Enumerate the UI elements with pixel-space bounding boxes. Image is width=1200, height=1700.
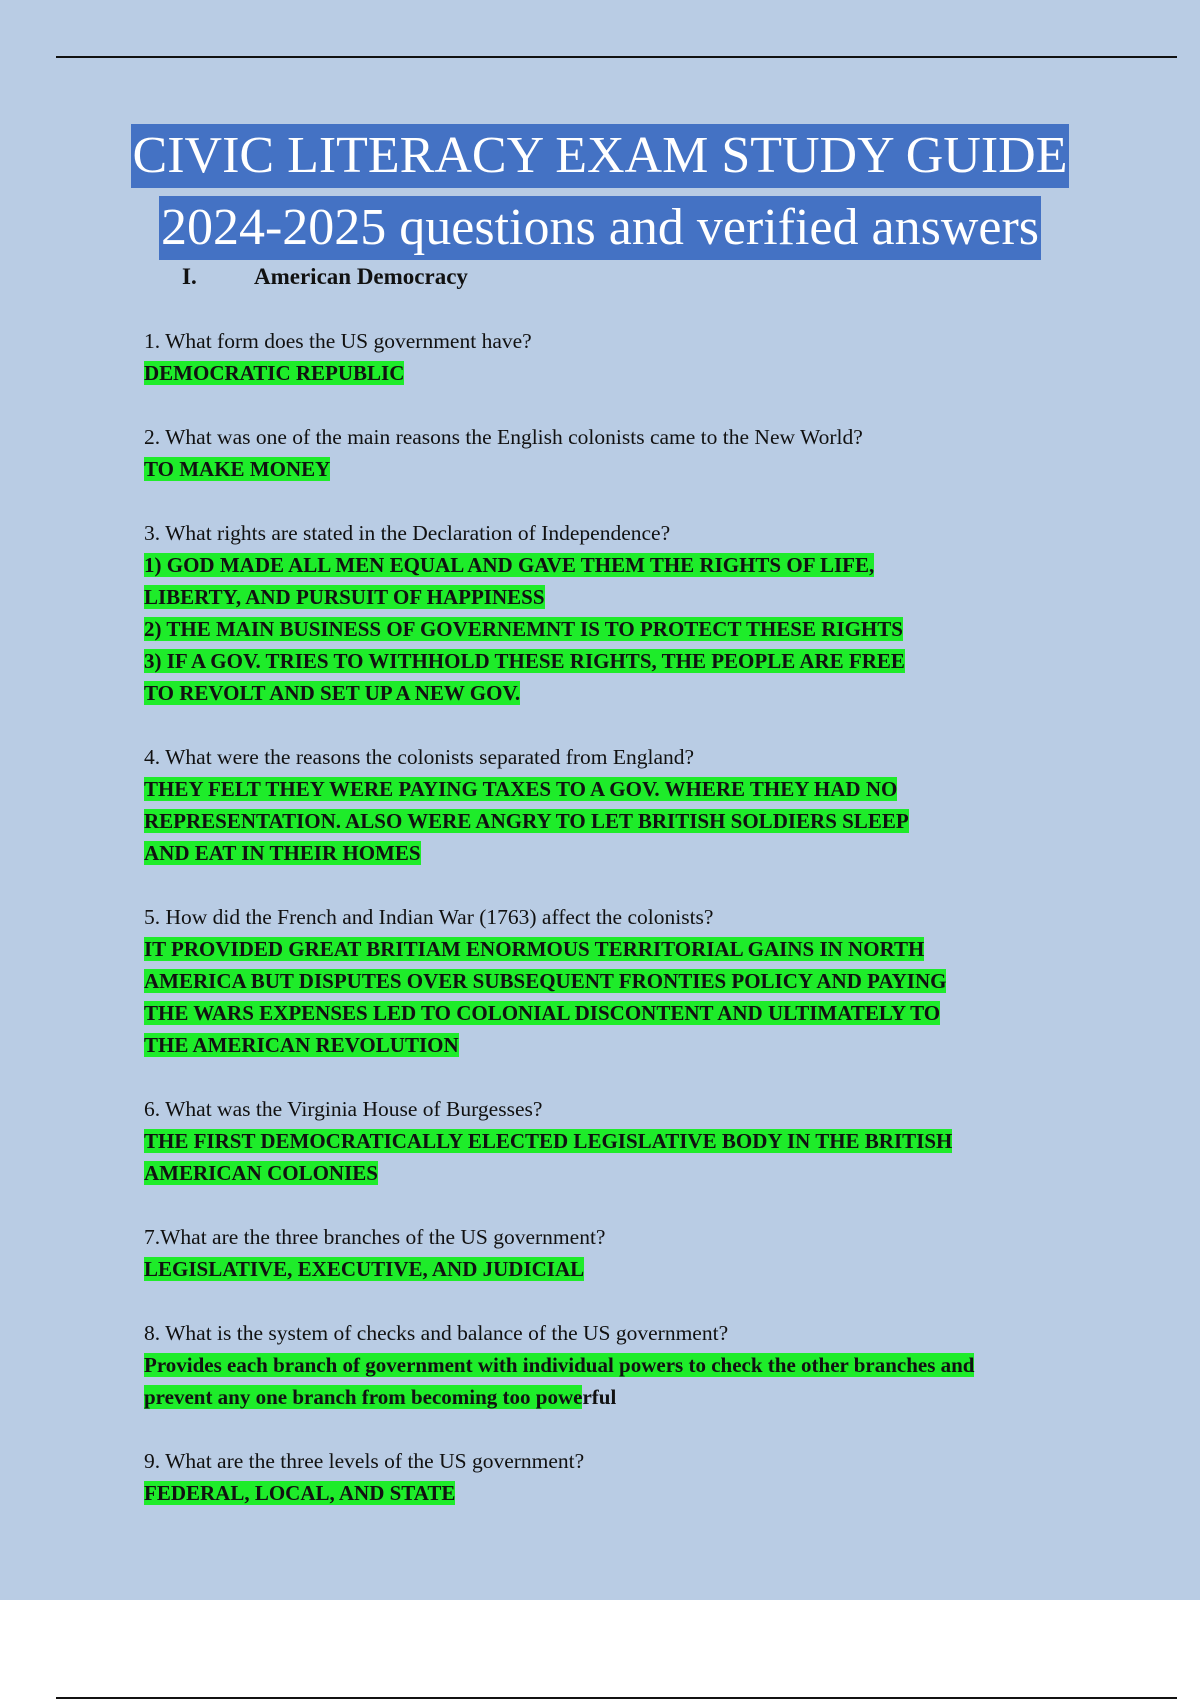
answer-highlight: DEMOCRATIC REPUBLIC	[144, 361, 405, 385]
answer-line	[144, 997, 1104, 1029]
answer-line	[144, 357, 1104, 389]
answer-highlight: AMERICAN COLONIES	[144, 1161, 378, 1185]
question-item	[144, 421, 1104, 485]
answer-highlight: AND EAT IN THEIR HOMES	[144, 841, 421, 865]
answer-line	[144, 805, 1104, 837]
answer-highlight: prevent any one branch from becoming too powe	[144, 1385, 583, 1409]
question-item	[144, 741, 1104, 869]
section-number: I.	[182, 264, 197, 289]
top-rule	[56, 56, 1177, 58]
section-heading	[182, 264, 468, 290]
answer-line	[144, 773, 1104, 805]
answer-line	[144, 581, 1104, 613]
question-text: 6. What was the Virginia House of Burgesses?	[144, 1097, 543, 1121]
question-item	[144, 1093, 1104, 1189]
answer-highlight: REPRESENTATION. ALSO WERE ANGRY TO LET BRITISH SOLDIERS SLEEP	[144, 809, 909, 833]
answer-highlight: 1) GOD MADE ALL MEN EQUAL AND GAVE THEM THE RIGHTS OF LIFE,	[144, 553, 875, 577]
question-text: 3. What rights are stated in the Declaration of Independence?	[144, 521, 671, 545]
answer-line	[144, 933, 1104, 965]
answer-line	[144, 1477, 1104, 1509]
answer-highlight: TO MAKE MONEY	[144, 457, 331, 481]
question-text: 2. What was one of the main reasons the English colonists came to the New World?	[144, 425, 863, 449]
answer-tail: rful	[582, 1385, 617, 1409]
answer-line	[144, 1349, 1104, 1381]
question-item	[144, 325, 1104, 389]
title-block	[0, 124, 1200, 260]
answer-line	[144, 1157, 1104, 1189]
answer-line	[144, 549, 1104, 581]
answer-highlight: THEY FELT THEY WERE PAYING TAXES TO A GOV. WHERE THEY HAD NO	[144, 777, 898, 801]
answer-highlight: THE FIRST DEMOCRATICALLY ELECTED LEGISLATIVE BODY IN THE BRITISH	[144, 1129, 953, 1153]
question-item	[144, 1445, 1104, 1509]
answer-line	[144, 1029, 1104, 1061]
answer-highlight: 2) THE MAIN BUSINESS OF GOVERNEMNT IS TO PROTECT THESE RIGHTS	[144, 617, 903, 641]
answer-highlight: THE WARS EXPENSES LED TO COLONIAL DISCONTENT AND ULTIMATELY TO	[144, 1001, 941, 1025]
answer-line	[144, 1253, 1104, 1285]
document-subtitle: 2024-2025 questions and verified answers	[159, 196, 1041, 260]
answer-highlight: Provides each branch of government with individual powers to check the other branches and	[144, 1353, 975, 1377]
question-text: 4. What were the reasons the colonists separated from England?	[144, 745, 695, 769]
answer-highlight: IT PROVIDED GREAT BRITIAM ENORMOUS TERRITORIAL GAINS IN NORTH	[144, 937, 925, 961]
question-item	[144, 901, 1104, 1061]
answer-highlight: THE AMERICAN REVOLUTION	[144, 1033, 459, 1057]
answer-line	[144, 613, 1104, 645]
answer-highlight: FEDERAL, LOCAL, AND STATE	[144, 1481, 456, 1505]
question-text: 7.What are the three branches of the US government?	[144, 1225, 606, 1249]
answer-line	[144, 837, 1104, 869]
answer-line	[144, 1125, 1104, 1157]
answer-line	[144, 1381, 1104, 1413]
question-text: 1. What form does the US government have?	[144, 329, 532, 353]
answer-highlight: 3) IF A GOV. TRIES TO WITHHOLD THESE RIGHTS, THE PEOPLE ARE FREE	[144, 649, 905, 673]
answer-highlight: AMERICA BUT DISPUTES OVER SUBSEQUENT FRONTIES POLICY AND PAYING	[144, 969, 947, 993]
answer-highlight: TO REVOLT AND SET UP A NEW GOV.	[144, 681, 521, 705]
section-title: American Democracy	[254, 264, 468, 289]
question-text: 8. What is the system of checks and balance of the US government?	[144, 1321, 729, 1345]
question-item	[144, 1317, 1104, 1413]
answer-line	[144, 645, 1104, 677]
document-title: CIVIC LITERACY EXAM STUDY GUIDE	[131, 124, 1070, 188]
question-text: 5. How did the French and Indian War (1763) affect the colonists?	[144, 905, 714, 929]
question-text: 9. What are the three levels of the US government?	[144, 1449, 585, 1473]
answer-highlight: LIBERTY, AND PURSUIT OF HAPPINESS	[144, 585, 545, 609]
bottom-rule	[56, 1697, 1177, 1699]
question-item	[144, 1221, 1104, 1285]
question-item	[144, 517, 1104, 709]
answer-line	[144, 677, 1104, 709]
answer-line	[144, 965, 1104, 997]
answer-line	[144, 453, 1104, 485]
question-list	[144, 325, 1104, 1541]
answer-highlight: LEGISLATIVE, EXECUTIVE, AND JUDICIAL	[144, 1257, 585, 1281]
